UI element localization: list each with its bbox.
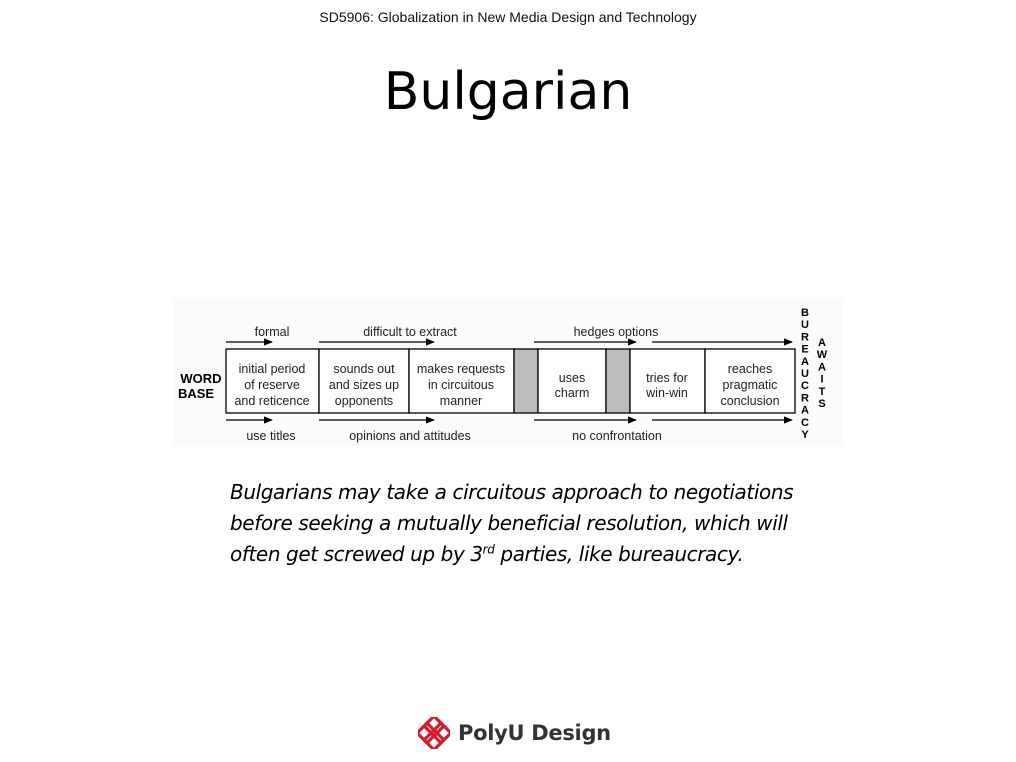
box1-line3: and reticence	[234, 394, 310, 408]
box6-line2: pragmatic	[722, 378, 778, 392]
caption-line-1: Bulgarians may take a circuitous approach to negotiations	[230, 480, 794, 504]
slide-title: Bulgarian	[383, 62, 633, 122]
box1-line2: of reserve	[244, 378, 300, 392]
pause-box-2	[606, 349, 630, 413]
box3-line2: in circuitous	[428, 378, 494, 392]
box2-line1: sounds out	[333, 362, 395, 376]
caption-text	[230, 477, 870, 570]
top-label-difficult: difficult to extract	[363, 325, 457, 339]
caption-line-3-post: parties, like bureaucracy.	[494, 542, 744, 566]
box2-line3: opponents	[334, 394, 394, 408]
word-base-label-1: WORD	[180, 371, 222, 386]
box6-line1: reaches	[727, 362, 773, 376]
box4-line2: charm	[554, 386, 590, 400]
logo-wordmark: PolyU Design	[458, 721, 611, 745]
polyu-design-logo	[418, 716, 611, 750]
bottom-label-titles: use titles	[246, 429, 296, 443]
box2-line2: and sizes up	[328, 378, 400, 392]
bureaucracy-vertical-label: B U R E A U C R A C Y	[801, 307, 809, 441]
caption-line-3-pre: often get screwed up by 3	[230, 542, 483, 566]
bottom-label-noconfront: no confrontation	[572, 429, 662, 443]
box5-line1: tries for	[646, 371, 688, 385]
box4-line1: uses	[558, 371, 586, 385]
course-header: SD5906: Globalization in New Media Design and Technology	[319, 9, 697, 25]
negotiation-flow-diagram	[174, 298, 842, 446]
caption-superscript: rd	[482, 542, 495, 557]
bottom-label-opinions: opinions and attitudes	[349, 429, 471, 443]
box3-line1: makes requests	[416, 362, 506, 376]
step-boxes	[226, 349, 795, 413]
box5-line2: win-win	[646, 386, 688, 400]
caption-line-3	[230, 539, 870, 570]
caption-line-2: before seeking a mutually beneficial resolution, which will	[230, 511, 788, 535]
box6-line3: conclusion	[720, 394, 780, 408]
box1-line1: initial period	[238, 362, 306, 376]
top-label-hedges: hedges options	[573, 325, 659, 339]
word-base-label-2: BASE	[177, 386, 215, 401]
awaits-vertical-label: A W A I T S	[816, 337, 828, 410]
box3-line3: manner	[439, 394, 483, 408]
polyu-knot-icon	[418, 717, 450, 749]
pause-box-1	[514, 349, 538, 413]
top-label-formal: formal	[254, 325, 290, 339]
